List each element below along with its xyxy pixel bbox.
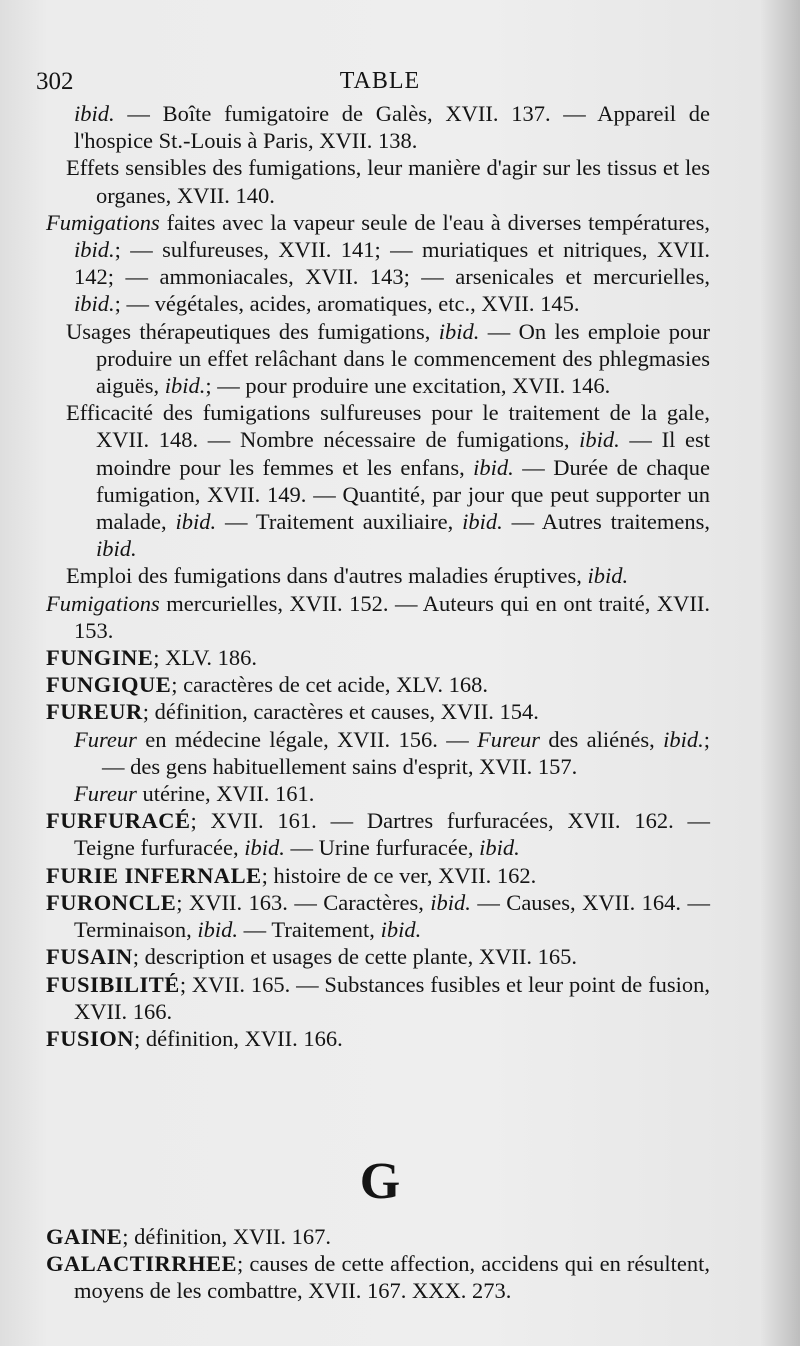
headword: FURFURACÉ [46, 808, 191, 834]
headword: FUSAIN [46, 944, 133, 970]
entry-text: ; histoire de ce ver, XVII. 162. [261, 862, 537, 888]
entry-text: ; définition, XVII. 166. [134, 1025, 343, 1051]
index-entry [46, 1025, 710, 1052]
entry-text: — Traitement auxiliaire, [216, 509, 463, 535]
entry-text: — Causes, XVII. 164. — Terminaison, [74, 889, 710, 943]
entry-text: — Autres traitemens, [502, 509, 710, 535]
entry-text: — Traitement, [238, 917, 381, 943]
entry-text: ; — végétales, acides, aromatiques, etc., XVII. 145. [114, 291, 580, 317]
entry-text: en médecine légale, XVII. 156. — [136, 726, 478, 752]
entry-text: ; — pour produire une excitation, XVII. 146. [205, 373, 611, 399]
index-entries [46, 100, 710, 1052]
headword: FUSIBILITÉ [46, 971, 180, 997]
entry-text: — Urine furfuracée, [284, 835, 480, 861]
index-entry [46, 726, 710, 780]
index-entry [46, 644, 710, 671]
entry-text: ; — sulfureuses, XVII. 141; — muriatiques et nitriques, XVII. 142; — ammoniacales, XVII. 143; — arsenicales et mercurielles, [74, 237, 710, 290]
index-entry [46, 100, 710, 154]
italic-reference: Fumigations [46, 209, 160, 235]
index-entry [46, 590, 710, 644]
entry-text: ; définition, XVII. 167. [122, 1224, 331, 1249]
index-entry [46, 889, 710, 943]
entry-text: ; description et usages de cette plante, XVII. 165. [132, 944, 577, 970]
italic-reference: Fumigations [46, 590, 160, 616]
entry-text: ; XLV. 186. [153, 645, 258, 671]
page-number: 302 [36, 68, 74, 95]
entry-text: Usages thérapeutiques des fumigations, [66, 318, 439, 344]
italic-reference: Fureur [74, 781, 137, 807]
index-entry [46, 209, 710, 318]
index-entries-g [46, 1223, 710, 1305]
index-entry [46, 971, 710, 1025]
section-letter: G [359, 1153, 401, 1210]
entry-text: — Il est moindre pour les femmes et les enfans, [96, 427, 710, 480]
italic-reference: ibid. [438, 318, 480, 344]
italic-reference: Fureur [74, 726, 137, 752]
italic-reference: ibid. [479, 835, 520, 861]
index-entry [46, 780, 710, 807]
italic-reference: ibid. [197, 917, 239, 943]
index-entry [46, 698, 710, 725]
headword: FUSION [46, 1025, 135, 1051]
italic-reference: Fureur [477, 726, 540, 752]
headword: FUNGIQUE [46, 672, 172, 698]
italic-reference: ibid. [244, 835, 285, 861]
entry-text: ; définition, caractères et causes, XVII. 154. [142, 699, 539, 725]
italic-reference: ibid. [380, 917, 422, 943]
entry-text: faites avec la vapeur seule de l'eau à diverses températures, [159, 209, 710, 235]
index-entry [46, 562, 710, 589]
index-entry [46, 943, 710, 970]
italic-reference: ibid. [74, 237, 115, 263]
entry-text: ; XVII. 161. — Dartres furfuracées, XVII. 162. — Teigne furfuracée, [74, 808, 710, 861]
entry-text: ; causes de cette affection, accidens qui en résultent, moyens de les combattre, XVII. 167. XXX. 273. [74, 1251, 710, 1304]
headword: FUREUR [46, 699, 143, 725]
headword: FURIE INFERNALE [46, 862, 262, 888]
italic-reference: ibid. [579, 427, 620, 453]
italic-reference: ibid. [74, 291, 115, 317]
entry-text: Efficacité des fumigations sulfureuses pour le traitement de la gale, XVII. 148. — Nombre nécessaire de fumigations, [66, 400, 710, 453]
entry-text: Effets sensibles des fumigations, leur manière d'agir sur les tissus et les organes, XVII. 140. [66, 155, 710, 208]
italic-reference: ibid. [96, 536, 137, 562]
entry-text: ; — des gens habituellement sains d'esprit, XVII. 157. [102, 726, 710, 779]
index-entry [46, 1250, 710, 1304]
headword: FURONCLE [46, 889, 177, 915]
italic-reference: ibid. [175, 509, 217, 535]
italic-reference: ibid. [473, 454, 514, 480]
running-title: TABLE [339, 68, 421, 94]
page-header [0, 62, 800, 102]
entry-text: — Boîte fumigatoire de Galès, XVII. 137. — Appareil de l'hospice St.-Louis à Paris, XVII. 138. [74, 101, 710, 154]
italic-reference: ibid. [164, 373, 206, 399]
italic-reference: ibid. [587, 563, 629, 589]
index-entry [46, 862, 710, 889]
italic-reference: ibid. [462, 509, 503, 535]
entry-text: Emploi des fumigations dans d'autres maladies éruptives, [66, 563, 588, 589]
headword: FUNGINE [46, 645, 154, 671]
italic-reference: ibid. [663, 726, 704, 752]
entry-text: ; XVII. 163. — Caractères, [176, 889, 431, 915]
italic-reference: ibid. [430, 889, 471, 915]
entry-text: ; XVII. 165. — Substances fusibles et leur point de fusion, XVII. 166. [74, 971, 710, 1024]
index-entry [46, 154, 710, 208]
headword: GALACTIRRHEE [46, 1251, 238, 1277]
entry-text: des aliénés, [539, 726, 664, 752]
index-entry [46, 318, 710, 400]
index-entry [46, 399, 710, 562]
entry-text: utérine, XVII. 161. [136, 781, 315, 807]
entry-text: ; caractères de cet acide, XLV. 168. [171, 672, 489, 698]
entry-text: mercurielles, XVII. 152. — Auteurs qui en ont traité, XVII. 153. [74, 590, 710, 643]
entry-text: — On les emploie pour produire un effet relâchant dans le commencement des phlegmasies aiguës, [96, 318, 710, 399]
headword: GAINE [46, 1224, 123, 1249]
index-entry [46, 807, 710, 861]
index-entry [46, 671, 710, 698]
entry-text: — Durée de chaque fumigation, XVII. 149. — Quantité, par jour que peut supporter un malade, [96, 454, 710, 535]
index-entry [46, 1223, 710, 1250]
italic-reference: ibid. [74, 101, 115, 126]
